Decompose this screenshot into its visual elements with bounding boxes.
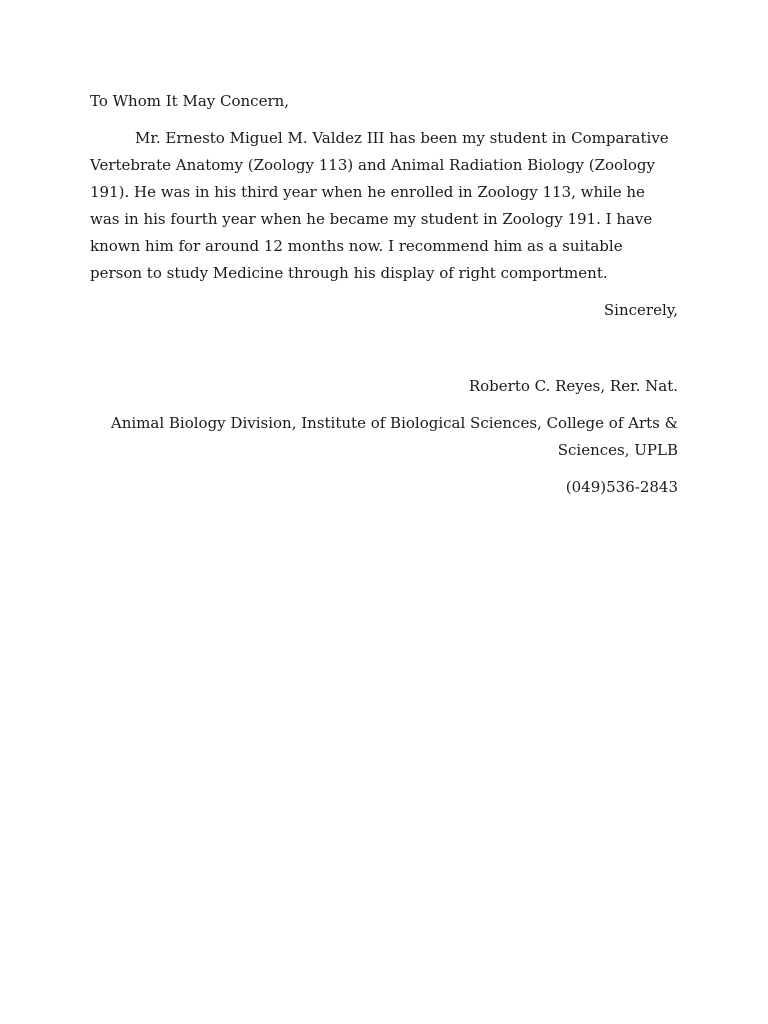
letter-content: [90, 88, 678, 501]
signer-phone: (049)536-2843: [565, 478, 678, 496]
letter-body: Mr. Ernesto Miguel M. Valdez III has been my student in Comparative Vertebrate Anatomy (Zoology 113) and Animal Radiation Biology (Zoology 191). He was in his third year when he enrolled in Zoology 113, while he was in his fourth year when he became my student in Zoology 191. I have known him for around 12 months now. I recommend him as a suitable person to study Medicine through his display of right comportment.: [90, 129, 669, 282]
salutation: To Whom It May Concern,: [90, 92, 290, 110]
signer-affiliation: Animal Biology Division, Institute of Biological Sciences, College of Arts & Sciences, UPLB: [110, 414, 678, 459]
closing: Sincerely,: [603, 301, 678, 319]
signer-name: Roberto C. Reyes, Rer. Nat.: [468, 377, 678, 395]
